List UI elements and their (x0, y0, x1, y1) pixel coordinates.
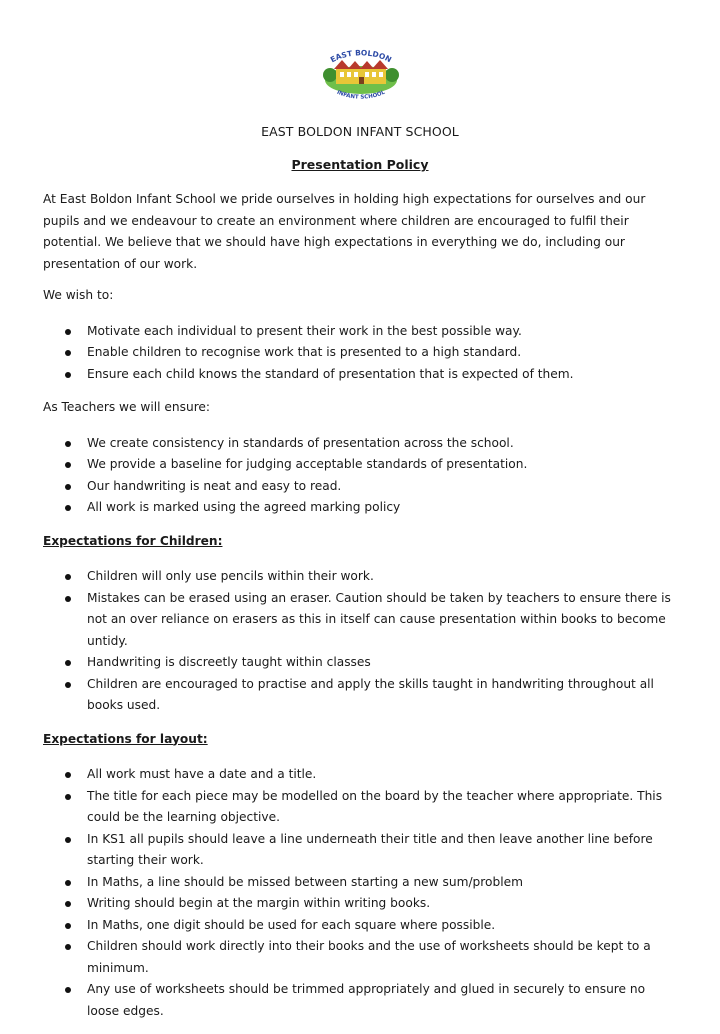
logo-bottom-text: INFANT SCHOOL (335, 89, 387, 101)
list-item: In Maths, a line should be missed between starting a new sum/problem (43, 872, 679, 894)
list-item: Mistakes can be erased using an eraser. Caution should be taken by teachers to ensure there is not an over reliance on erasers as this in itself can cause presentation within books to become untidy. (43, 588, 679, 653)
teachers-list (43, 433, 679, 519)
list-item: All work must have a date and a title. (43, 764, 679, 786)
list-item: Children will only use pencils within their work. (43, 566, 679, 588)
children-list (43, 566, 679, 717)
policy-body (43, 189, 679, 1034)
wish-list (43, 321, 679, 386)
list-item: Our handwriting is neat and easy to read. (43, 476, 679, 498)
list-item: The title for each piece may be modelled on the board by the teacher where appropriate. This could be the learning objective. (43, 786, 679, 829)
list-item: We provide a baseline for judging acceptable standards of presentation. (43, 454, 679, 476)
list-item: In KS1 all pupils should leave a line underneath their title and then leave another line before starting their work. (43, 829, 679, 872)
list-item: Motivate each individual to present their work in the best possible way. (43, 321, 679, 343)
school-name: EAST BOLDON INFANT SCHOOL (261, 124, 459, 139)
list-item: Children should work directly into their books and the use of worksheets should be kept to a minimum. (43, 936, 679, 979)
intro-paragraph: At East Boldon Infant School we pride ourselves in holding high expectations for ourselves and our pupils and we endeavour to create an environment where children are encouraged to fulfil their potential. We believe that we should have high expectations in everything we do, including our presentation of our work. (43, 192, 646, 271)
list-item: Any use of worksheets should be trimmed appropriately and glued in securely to ensure no loose edges. (43, 979, 679, 1022)
school-logo (312, 44, 410, 106)
layout-list (43, 764, 679, 1022)
layout-heading: Expectations for layout: (43, 731, 208, 746)
list-item: We create consistency in standards of presentation across the school. (43, 433, 679, 455)
list-item: Writing should begin at the margin within writing books. (43, 893, 679, 915)
wish-lead: We wish to: (43, 288, 114, 302)
list-item: In Maths, one digit should be used for each square where possible. (43, 915, 679, 937)
logo-top-text: EAST BOLDON (328, 48, 394, 65)
list-item: Children are encouraged to practise and apply the skills taught in handwriting throughout all books used. (43, 674, 679, 717)
teachers-lead: As Teachers we will ensure: (43, 400, 211, 414)
children-heading: Expectations for Children: (43, 533, 223, 548)
list-item: Handwriting is discreetly taught within classes (43, 652, 679, 674)
list-item: Enable children to recognise work that is presented to a high standard. (43, 342, 679, 364)
page-title: Presentation Policy (291, 157, 429, 172)
list-item: Ensure each child knows the standard of presentation that is expected of them. (43, 364, 679, 386)
list-item: All work is marked using the agreed marking policy (43, 497, 679, 519)
